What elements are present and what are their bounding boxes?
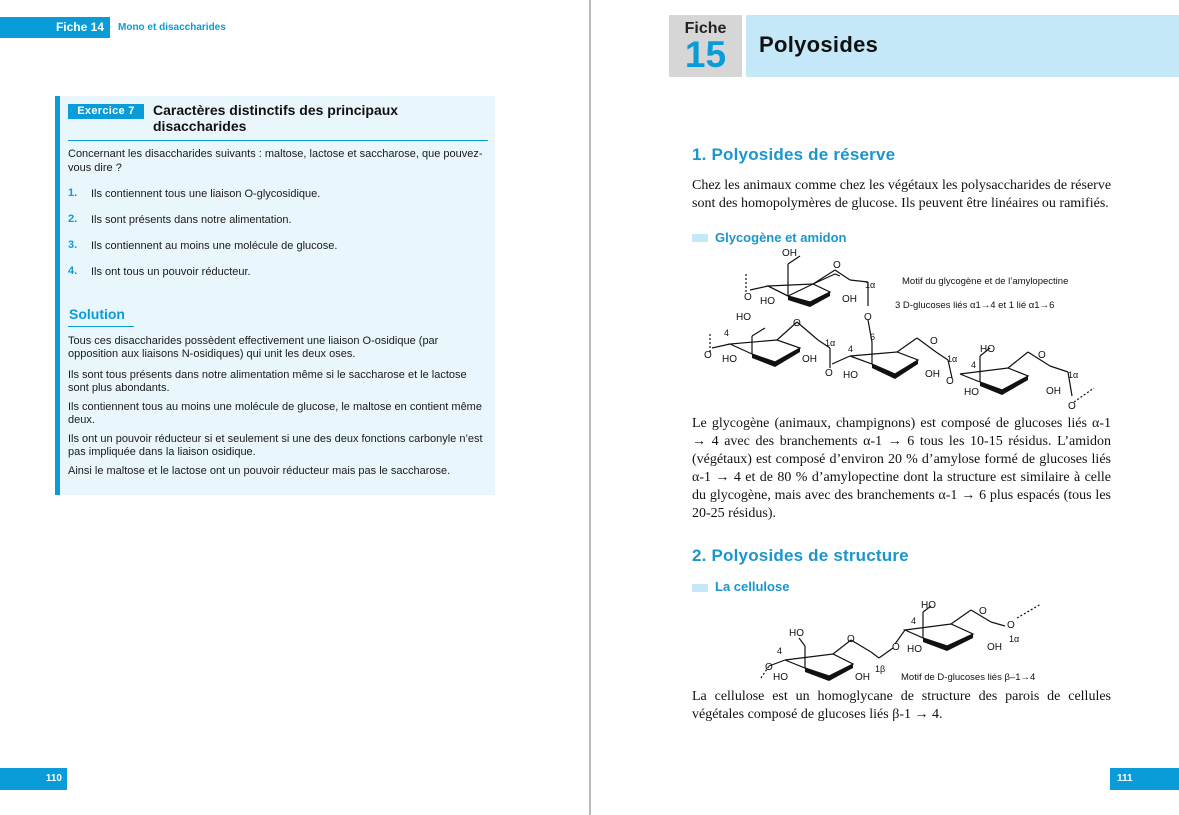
exercise-badge: Exercice 7 — [68, 104, 144, 119]
question-number: 3. — [68, 239, 78, 251]
ho-label: HO — [773, 672, 788, 683]
fiche-number: 15 — [684, 34, 727, 75]
ring-oxygen-label: O — [930, 336, 938, 347]
subsection-title: Glycogène et amidon — [715, 230, 847, 245]
section-paragraph: Le glycogène (animaux, champignons) est composé de glucoses liés α-1 → 4 avec des branchements α-1 → 6 tous les 10-15 résidus. L’amidon (végétaux) est composé d’environ 20 % d’amylose formé de glucoses liés α-1 → 4 et de 80 % d’amylopectine dont la structure est similaire à celle du glycogène, mais avec des branchements α-1 → 6 plus espacés (tous les 20-25 résidus). — [692, 416, 1111, 521]
ring-oxygen-label: O — [1038, 350, 1046, 361]
question-text: Ils contiennent tous une liaison O-glycosidique. — [91, 188, 321, 200]
glycogen-structure-diagram — [690, 244, 1115, 414]
oh-label: OH — [987, 642, 1002, 653]
glycogen-caption: Motif du glycogène et de l’amylopectine — [902, 276, 1069, 287]
question-number: 1. — [68, 187, 78, 199]
fiche-word: Fiche — [684, 20, 727, 37]
header-subtitle: Mono et disaccharides — [118, 22, 226, 33]
oxygen-label: O — [825, 368, 833, 379]
solution-rule — [68, 326, 134, 327]
oh-label: OH — [855, 672, 870, 683]
oxygen-label: O — [864, 312, 872, 323]
question-number: 2. — [68, 213, 78, 225]
header-tab: Fiche 14 — [0, 17, 110, 38]
oxygen-label: O — [946, 376, 954, 387]
oh-label: OH — [925, 369, 940, 380]
section-title: 2. Polyosides de structure — [692, 546, 909, 565]
glycogen-caption: 3 D-glucoses liés α1→4 et 1 lié α1→6 — [895, 300, 1055, 311]
anomeric-label: 1α — [1068, 370, 1079, 380]
question-number: 4. — [68, 265, 78, 277]
page-number-right: 111 — [1110, 768, 1179, 790]
page-number-left: 110 — [0, 768, 67, 790]
anomeric-label: 1α — [947, 354, 958, 364]
oxygen-label: O — [765, 662, 773, 673]
anomeric-label: 1α — [1009, 634, 1020, 644]
ho-label: HO — [907, 644, 922, 655]
anomeric-label: 1α — [865, 280, 876, 290]
solution-paragraph: Ainsi le maltose et le lactose ont un pouvoir réducteur mais pas le saccharose. — [68, 465, 451, 477]
ring-oxygen-label: O — [979, 606, 987, 617]
anomeric-label: 1β — [875, 664, 886, 674]
ho-label: HO — [964, 387, 979, 398]
ring-oxygen-label: O — [847, 634, 855, 645]
question-text: Ils sont présents dans notre alimentation. — [91, 214, 292, 226]
exercise-rule — [68, 140, 488, 141]
subsection-marker — [692, 234, 708, 242]
subsection-title: La cellulose — [715, 579, 790, 594]
exercise-intro: Concernant les disaccharides suivants : maltose, lactose et saccharose, que pouvez-vous dire ? — [68, 148, 483, 174]
ho-label: HO — [789, 628, 804, 639]
ring-oxygen-label: O — [793, 318, 801, 329]
solution-paragraph: Ils sont tous présents dans notre alimentation même si le saccharose et le lactose sont plus abondants. — [68, 369, 467, 394]
oxygen-label: O — [704, 350, 712, 361]
ho-label: HO — [722, 354, 737, 365]
solution-paragraph: Tous ces disaccharides possèdent effectivement une liaison O-osidique (par opposition aux liaisons N-osidiques) qui unit les deux oses. — [68, 335, 439, 360]
oh-label: OH — [802, 354, 817, 365]
oh-label: OH — [782, 248, 797, 259]
oxygen-label: O — [1068, 401, 1076, 412]
oxygen-label: O — [892, 642, 900, 653]
oh-label: OH — [1046, 386, 1061, 397]
oh-label: OH — [842, 294, 857, 305]
ho-label: HO — [921, 600, 936, 611]
ho-label: HO — [980, 344, 995, 355]
anomeric-label: 1α — [825, 338, 836, 348]
cellulose-labels — [765, 600, 1019, 683]
section-paragraph: La cellulose est un homoglycane de structure des parois de cellules végétales composé de glucoses liés β-1 → 4. — [692, 689, 1111, 722]
position-label: 4 — [777, 646, 783, 656]
question-text: Ils ont tous un pouvoir réducteur. — [91, 266, 251, 278]
section-text: Chez les animaux comme chez les végétaux les polysaccharides de réserve sont des homopolymères de glucose. Ils peuvent être linéaires ou ramifiés. — [692, 178, 1112, 211]
solution-paragraph: Ils ont un pouvoir réducteur si et seulement si une des deux fonctions carbonyle n’est pas impliquée dans la liaison osidique. — [68, 433, 483, 458]
page-title: Polyosides — [759, 32, 879, 57]
cellulose-bonds — [761, 604, 1041, 678]
ho-label: HO — [843, 370, 858, 381]
position-label: 4 — [724, 328, 730, 338]
glycogen-labels — [704, 248, 1078, 412]
position-label: 4 — [971, 360, 977, 370]
position-label: 6 — [870, 332, 876, 342]
question-text: Ils contiennent au moins une molécule de glucose. — [91, 240, 338, 252]
solution-paragraph: Ils contiennent tous au moins une molécule de glucose, le maltose en contient même deux. — [68, 401, 482, 426]
ho-label: HO — [736, 312, 751, 323]
solution-title: Solution — [69, 306, 125, 322]
page-divider — [589, 0, 591, 815]
oxygen-label: O — [744, 292, 752, 303]
position-label: 4 — [911, 616, 917, 626]
cellulose-caption: Motif de D-glucoses liés β–1→4 — [901, 672, 1036, 683]
oxygen-label: O — [1007, 620, 1015, 631]
exercise-title: Caractères distinctifs des principaux disaccharides — [153, 102, 399, 134]
subsection-marker — [692, 584, 708, 592]
section-title: 1. Polyosides de réserve — [692, 145, 896, 164]
ho-label: HO — [760, 296, 775, 307]
ring-oxygen-label: O — [833, 260, 841, 271]
position-label: 4 — [848, 344, 854, 354]
